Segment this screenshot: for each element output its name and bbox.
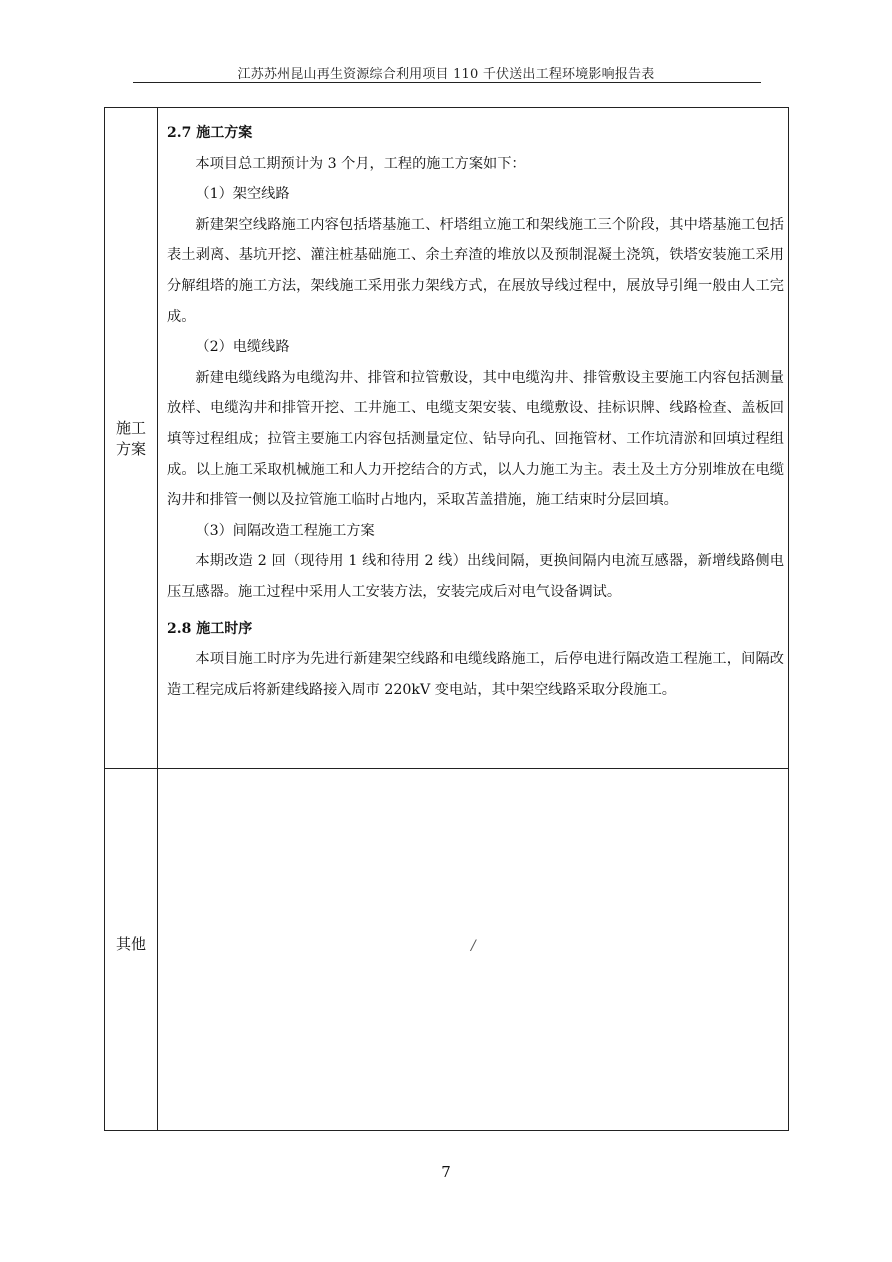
paragraph: 本项目总工期预计为 3 个月，工程的施工方案如下： bbox=[195, 155, 526, 172]
paragraph: 新建架空线路施工内容包括塔基施工、杆塔组立施工和架线施工三个阶段，其中塔基施工包括表土剥离、基坑开挖、灌注桩基础施工、余土弃渣的堆放以及预制混凝土浇筑，铁塔安装施工采用分解组塔的施工方法，架线施工采用张力架线方式，在展放导线过程中，展放导引绳一般由人工完成。 bbox=[167, 216, 784, 325]
sub-heading-bay-renovation: （3）间隔改造工程施工方案 bbox=[195, 522, 375, 539]
section-heading: 2.8 施工时序 bbox=[167, 620, 253, 637]
row-divider bbox=[105, 768, 788, 769]
sub-heading-cable-line: （2）电缆线路 bbox=[195, 339, 290, 356]
header-rule bbox=[133, 82, 761, 83]
paragraph: 本项目施工时序为先进行新建架空线路和电缆线路施工，后停电进行隔改造工程施工，间隔改造工程完成后将新建线路接入周市 220kV 变电站，其中架空线路采取分段施工。 bbox=[167, 651, 784, 698]
sub-heading-overhead-line: （1）架空线路 bbox=[195, 186, 290, 203]
document-header: 江苏苏州昆山再生资源综合利用项目 110 千伏送出工程环境影响报告表 bbox=[237, 67, 655, 82]
section-heading: 2.7 施工方案 bbox=[167, 125, 253, 141]
row-label-line: 施工 bbox=[115, 419, 146, 437]
page-number: 7 bbox=[441, 1163, 451, 1181]
row-label-line: 方案 bbox=[115, 440, 146, 458]
paragraph: 本期改造 2 回（现待用 1 线和待用 2 线）出线间隔，更换间隔内电流互感器，新增线路侧电压互感器。施工过程中采用人工安装方法，安装完成后对电气设备调试。 bbox=[167, 553, 784, 600]
row-label-other: 其他 bbox=[115, 935, 146, 953]
construction-plan-content bbox=[167, 118, 784, 705]
report-form-table bbox=[104, 107, 789, 1131]
other-content-placeholder: / bbox=[471, 938, 476, 954]
row-label-construction-plan bbox=[105, 418, 157, 460]
label-column-divider bbox=[157, 108, 158, 1130]
paragraph: 新建电缆线路为电缆沟井、排管和拉管敷设，其中电缆沟井、排管敷设主要施工内容包括测量放样、电缆沟井和排管开挖、工井施工、电缆支架安装、电缆敷设、挂标识牌、线路检查、盖板回填等过程组成；拉管主要施工内容包括测量定位、钻导向孔、回拖管材、工作坑清淤和回填过程组成。以上施工采取机械施工和人力开挖结合的方式，以人力施工为主。表土及土方分别堆放在电缆沟井和排管一侧以及拉管施工临时占地内，采取苫盖措施，施工结束时分层回填。 bbox=[167, 369, 784, 509]
